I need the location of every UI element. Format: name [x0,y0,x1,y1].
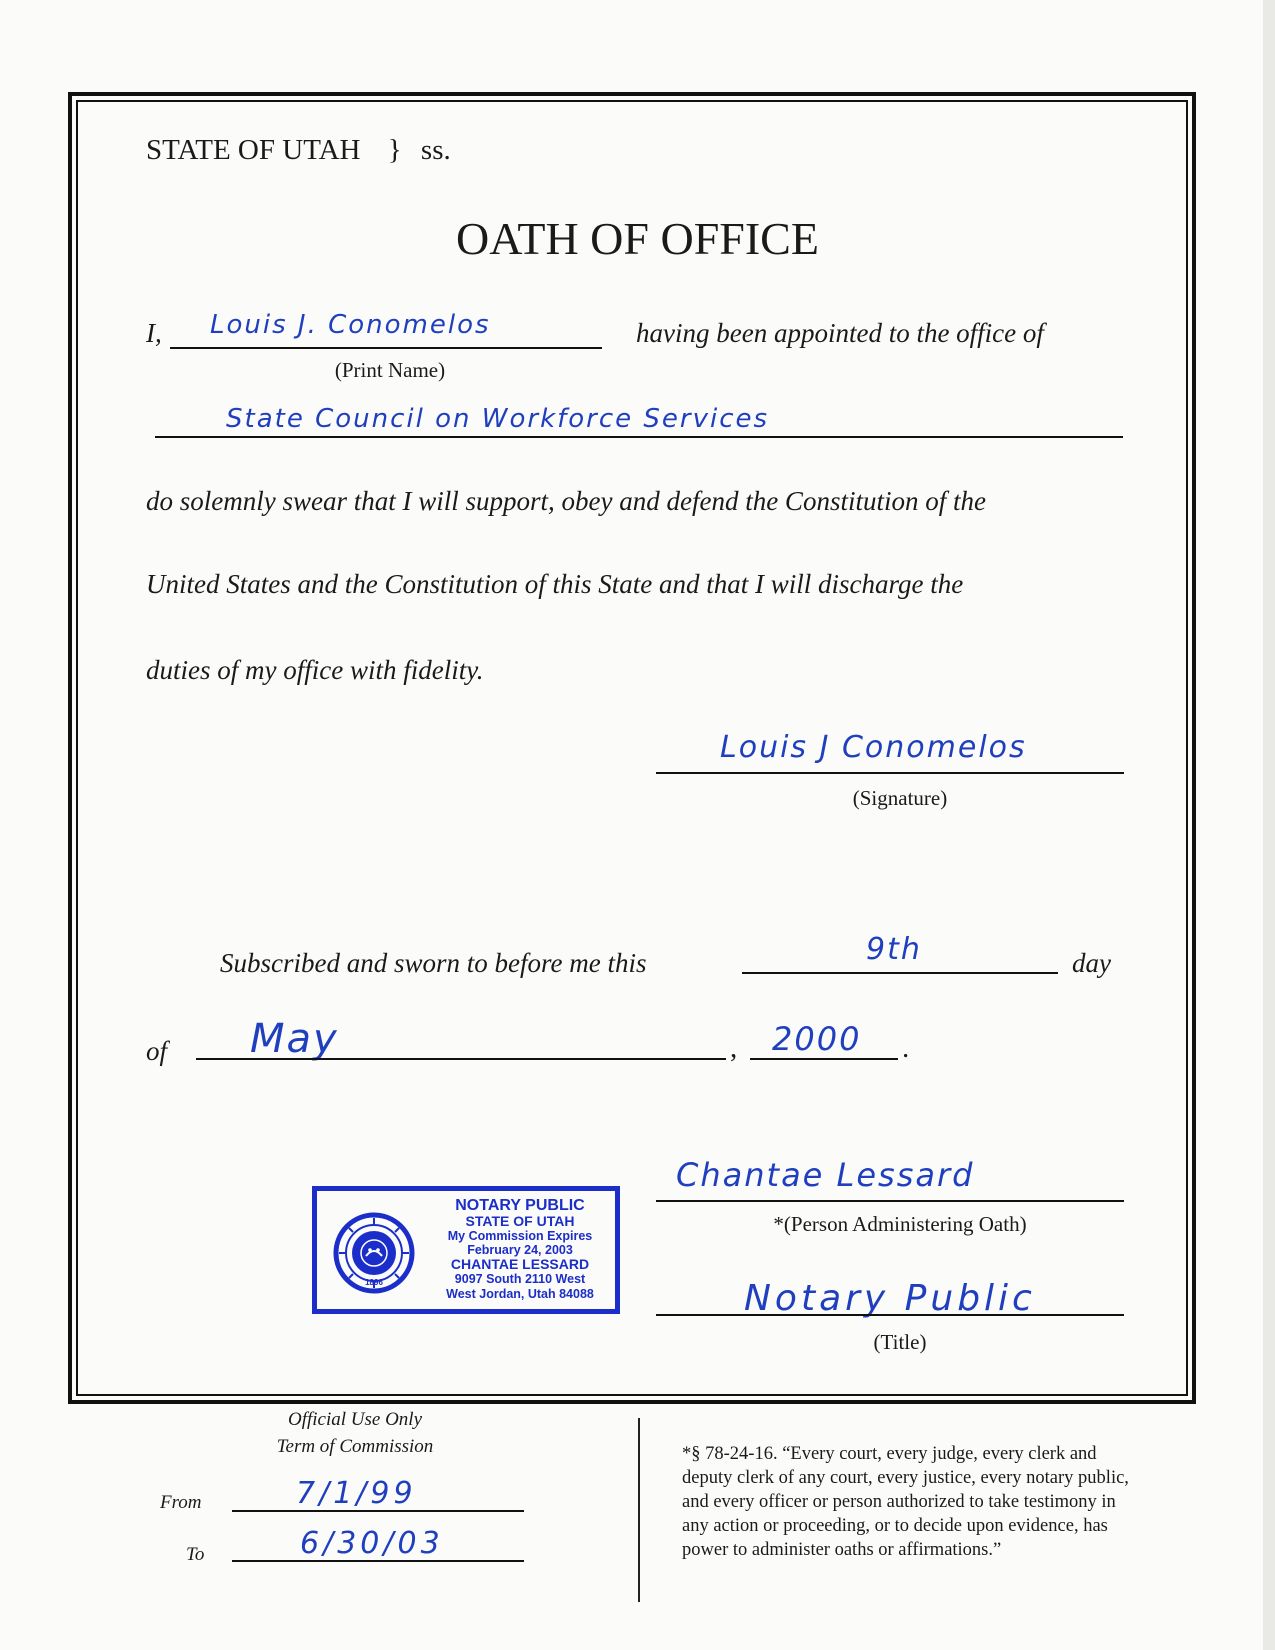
day-value[interactable]: 9th [866,932,922,967]
title-line [656,1314,1124,1316]
print-name-line [170,347,602,349]
day-line [742,972,1058,974]
signature-caption: (Signature) [852,786,948,810]
year-value[interactable]: 2000 [772,1020,862,1058]
print-name-caption: (Print Name) [334,358,446,382]
state-name: STATE OF UTAH [146,134,361,166]
seal-year: 1896 [365,1278,383,1287]
date-period: . [902,1032,910,1064]
stamp-line-7: West Jordan, Utah 84088 [446,1286,594,1301]
signature-value[interactable]: Louis J Conomelos [720,730,1027,765]
footer-divider [638,1418,640,1602]
statute-line-4: any action or proceeding, or to decide upon evidence, has [682,1516,1108,1536]
office-line [155,436,1123,438]
signature-line [656,772,1124,774]
statute-note [682,1442,1217,1562]
name-prefix: I, [146,318,162,348]
from-value[interactable]: 7/1/99 [296,1476,417,1511]
stamp-line-4: February 24, 2003 [467,1243,573,1258]
venue-brace: } [387,134,402,166]
title-value[interactable]: Notary Public [744,1278,1036,1319]
oath-line-1: do solemnly swear that I will support, obey and defend the Constitution of the [146,486,986,516]
stamp-line-6: 9097 South 2110 West [454,1272,586,1287]
scilicet: ss. [420,134,451,166]
to-line [232,1560,524,1562]
official-use-line-2: Term of Commission [276,1436,434,1457]
statute-line-5: power to administer oaths or affirmations.” [682,1540,1002,1560]
stamp-line-1: NOTARY PUBLIC [455,1197,585,1214]
day-label: day [1072,948,1111,978]
document-title: OATH OF OFFICE [456,213,819,264]
of-label: of [146,1036,168,1066]
to-label: To [186,1544,205,1565]
to-value[interactable]: 6/30/03 [300,1526,444,1561]
statute-line-1: *§ 78-24-16. “Every court, every judge, every clerk and [682,1444,1097,1464]
oath-line-3: duties of my office with fidelity. [146,655,484,685]
date-comma: , [730,1032,738,1064]
title-caption: (Title) [873,1330,927,1354]
stamp-line-3: My Commission Expires [447,1229,593,1243]
from-line [232,1510,524,1512]
administrator-signature[interactable]: Chantae Lessard [676,1156,975,1194]
statute-line-3: and every officer or person authorized to take testimony in [682,1492,1116,1512]
administrator-caption: *(Person Administering Oath) [773,1212,1027,1236]
print-name-value[interactable]: Louis J. Conomelos [210,310,491,340]
state-header [146,134,451,167]
month-line [196,1058,726,1060]
state-seal-icon [333,1212,415,1294]
official-use-heading [250,1406,460,1460]
appointed-text: having been appointed to the office of [636,318,1044,348]
month-value[interactable]: May [250,1016,339,1062]
statute-line-2: deputy clerk of any court, every justice, every notary public, [682,1468,1129,1488]
administrator-line [656,1200,1124,1202]
notary-stamp [312,1186,620,1314]
stamp-line-5: CHANTAE LESSARD [450,1256,590,1273]
office-value[interactable]: State Council on Workforce Services [226,404,770,434]
from-label: From [160,1492,202,1513]
official-use-line-1: Official Use Only [287,1409,423,1430]
oath-line-2: United States and the Constitution of this State and that I will discharge the [146,569,964,599]
year-line [750,1058,898,1060]
sworn-text: Subscribed and sworn to before me this [220,948,647,978]
stamp-line-2: STATE OF UTAH [465,1213,575,1229]
stamp-text [425,1197,615,1301]
